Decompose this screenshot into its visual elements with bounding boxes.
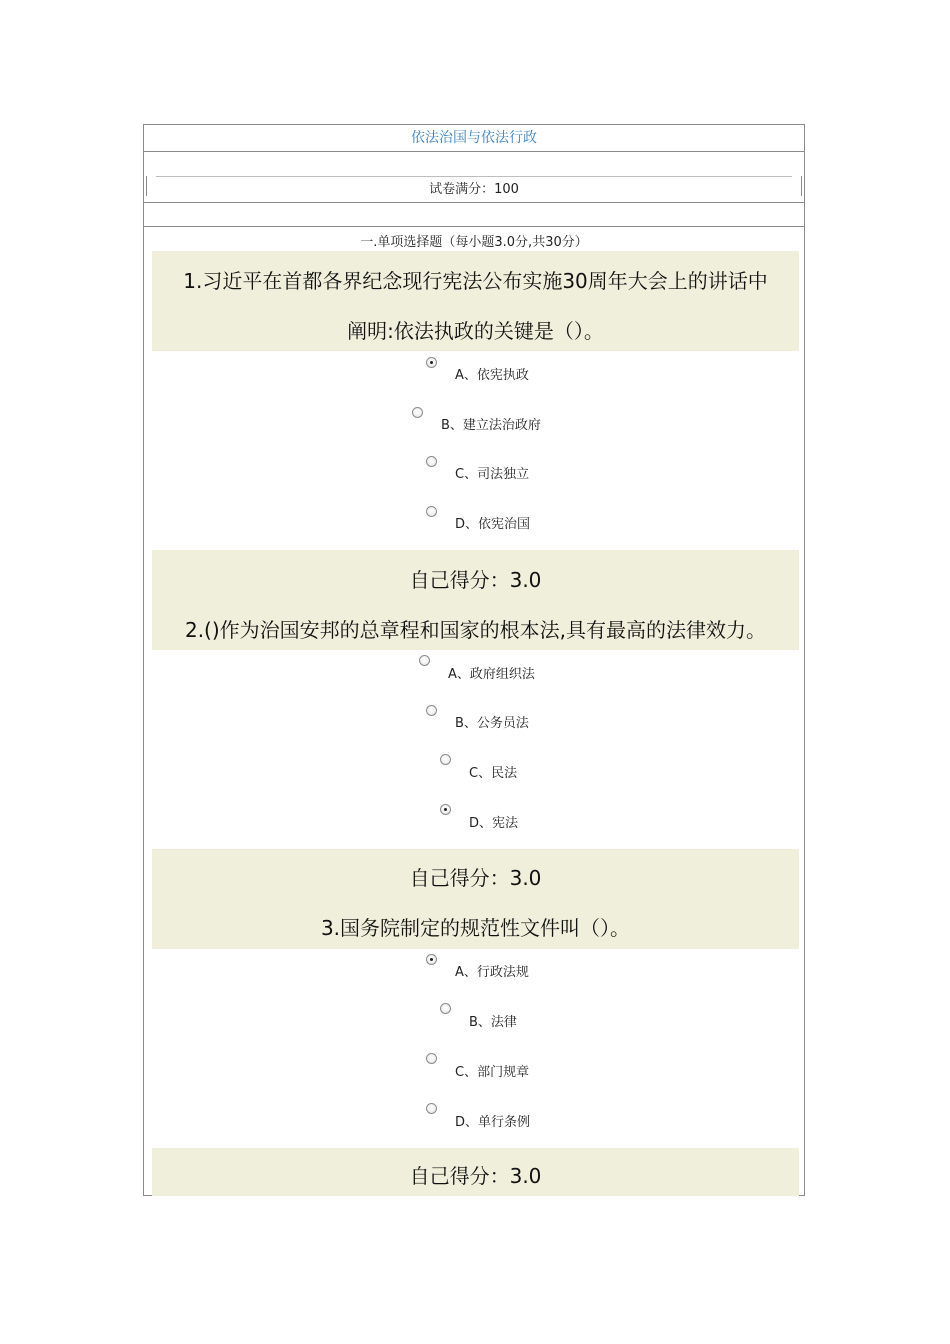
radio-q2-d[interactable] — [440, 804, 451, 815]
radio-q2-a[interactable] — [419, 655, 430, 666]
question-1-text: 阐明:依法执政的关键是（）。 — [347, 319, 604, 343]
exam-title: 依法治国与依法行政 — [144, 125, 804, 152]
option-q1-d[interactable]: D、依宪治国 — [455, 517, 531, 532]
option-q3-d[interactable]: D、单行条例 — [455, 1115, 531, 1130]
full-score-box — [146, 176, 802, 196]
option-q2-a[interactable]: A、政府组织法 — [448, 667, 535, 682]
question-1-box — [152, 251, 799, 351]
option-q2-b[interactable]: B、公务员法 — [455, 716, 529, 731]
option-q2-c[interactable]: C、民法 — [469, 766, 518, 781]
divider — [156, 176, 792, 177]
option-q3-a[interactable]: A、行政法规 — [455, 965, 529, 980]
radio-q3-c[interactable] — [426, 1053, 437, 1064]
radio-q1-c[interactable] — [426, 456, 437, 467]
question-1-text: 1.习近平在首都各界纪念现行宪法公布实施30周年大会上的讲话中 — [183, 269, 768, 293]
option-q3-b[interactable]: B、法律 — [469, 1015, 517, 1030]
option-q1-a[interactable]: A、依宪执政 — [455, 368, 529, 383]
radio-q2-b[interactable] — [426, 705, 437, 716]
option-q1-c[interactable]: C、司法独立 — [455, 467, 530, 482]
divider — [144, 226, 804, 227]
radio-q1-a[interactable] — [426, 357, 437, 368]
question-3-text: 3.国务院制定的规范性文件叫（）。 — [320, 916, 631, 940]
radio-q2-c[interactable] — [440, 754, 451, 765]
score-q1: 自己得分：3.0 — [409, 568, 542, 592]
radio-q1-d[interactable] — [426, 506, 437, 517]
score-q2: 自己得分：3.0 — [409, 866, 542, 890]
option-q2-d[interactable]: D、宪法 — [469, 816, 519, 831]
score-q3-box — [152, 1148, 799, 1196]
question-3-box — [152, 849, 799, 949]
full-score: 试卷满分：100 — [429, 182, 519, 197]
score-q3: 自己得分：3.0 — [409, 1164, 542, 1188]
question-2-box — [152, 550, 799, 650]
radio-q3-b[interactable] — [440, 1003, 451, 1014]
radio-q3-d[interactable] — [426, 1103, 437, 1114]
option-q3-c[interactable]: C、部门规章 — [455, 1065, 530, 1080]
option-q1-b[interactable]: B、建立法治政府 — [441, 418, 541, 433]
divider — [144, 202, 804, 203]
radio-q3-a[interactable] — [426, 954, 437, 965]
question-2-text: 2.()作为治国安邦的总章程和国家的根本法,具有最高的法律效力。 — [184, 618, 767, 642]
section-title: 一.单项选择题（每小题3.0分,共30分） — [360, 235, 588, 250]
radio-q1-b[interactable] — [412, 407, 423, 418]
